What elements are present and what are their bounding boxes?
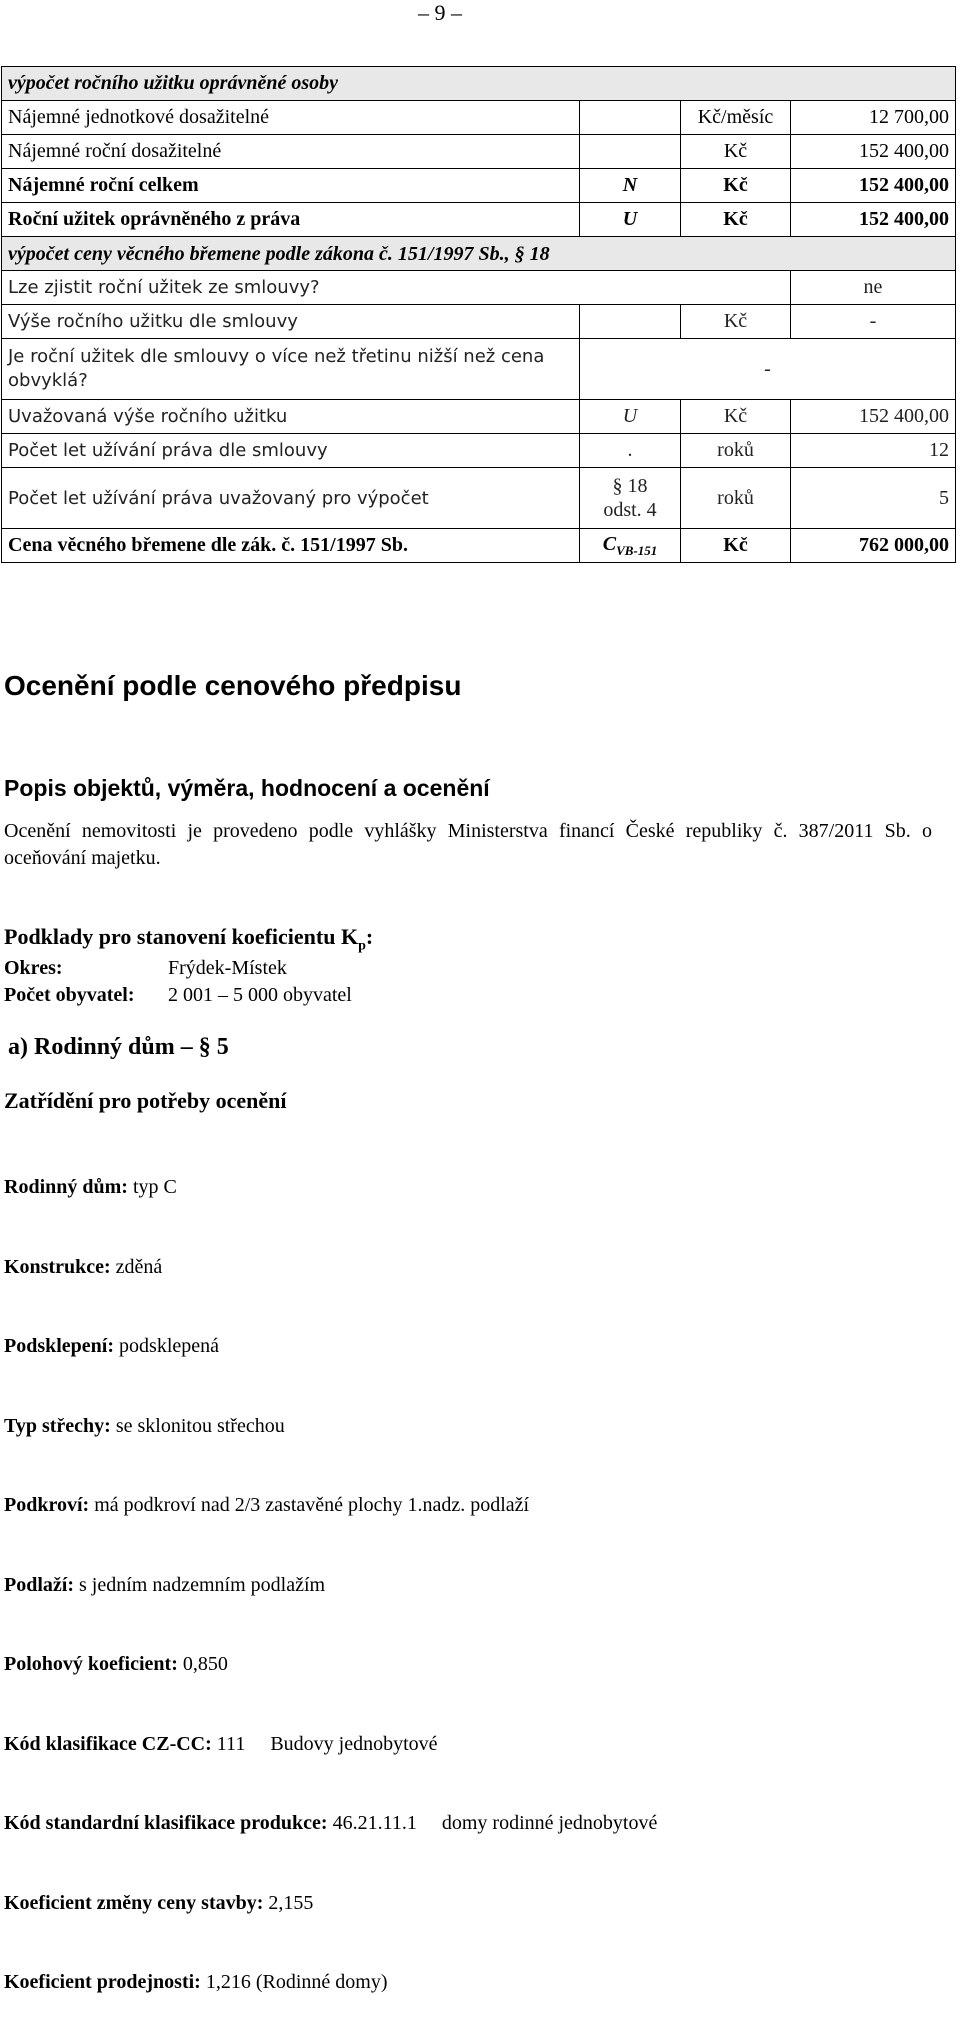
kp-subscript: p <box>358 938 366 954</box>
table-row <box>2 203 956 237</box>
property-list <box>4 1121 657 2022</box>
row-value: 5 <box>791 468 956 529</box>
property-line <box>4 1413 657 1440</box>
property-key: Podlaží: <box>4 1573 74 1596</box>
property-value: má podkroví nad 2/3 zastavěné plochy 1.nadz. podlaží <box>89 1494 530 1516</box>
property-line <box>4 1890 657 1917</box>
row-symbol <box>580 101 681 135</box>
table-row <box>2 101 956 135</box>
property-key: Typ střechy: <box>4 1414 111 1437</box>
property-value: typ C <box>127 1176 177 1198</box>
row-unit: roků <box>681 468 791 529</box>
row-label: Je roční užitek dle smlouvy o více než třetinu nižší než cena obvyklá? <box>2 339 580 400</box>
table-row <box>2 305 956 339</box>
property-value: 46.21.11.1 domy rodinné jednobytové <box>327 1812 658 1834</box>
result-symbol <box>580 529 681 563</box>
property-line <box>4 1492 657 1519</box>
table-header-1: výpočet ročního užitku oprávněné osoby <box>2 67 956 101</box>
property-value: 1,216 (Rodinné domy) <box>200 1971 388 1993</box>
property-line <box>4 1731 657 1758</box>
okres-label: Okres: <box>4 957 63 979</box>
table-header-2: výpočet ceny věcného břemene podle zákona č. 151/1997 Sb., § 18 <box>2 237 956 271</box>
property-key: Kód klasifikace CZ-CC: <box>4 1732 212 1755</box>
row-value: - <box>580 339 956 400</box>
property-key: Podkroví: <box>4 1494 90 1516</box>
property-value: s jedním nadzemním podlažím <box>74 1573 326 1596</box>
row-value: 152 400,00 <box>791 135 956 169</box>
row-label: Uvažovaná výše ročního užitku <box>2 400 580 434</box>
row-symbol <box>580 135 681 169</box>
row-unit: Kč <box>681 203 791 237</box>
property-value: 0,850 <box>177 1653 228 1675</box>
result-value: 762 000,00 <box>791 529 956 563</box>
property-value: podsklepená <box>114 1335 220 1357</box>
property-line <box>4 1174 657 1201</box>
property-key: Rodinný dům: <box>4 1176 128 1198</box>
table-header-row <box>2 67 956 101</box>
row-symbol: . <box>580 434 681 468</box>
row-symbol: N <box>580 169 681 203</box>
property-value: zděná <box>110 1255 163 1278</box>
property-line <box>4 1810 657 1837</box>
row-unit: Kč <box>681 400 791 434</box>
section-a-heading: a) Rodinný dům – § 5 <box>8 1034 229 1060</box>
result-unit: Kč <box>681 529 791 563</box>
result-symbol-main: C <box>602 532 617 555</box>
obyvatel-line <box>4 982 352 1009</box>
result-row <box>2 529 956 563</box>
property-key: Podsklepení: <box>4 1335 115 1357</box>
subsection-heading: Popis objektů, výměra, hodnocení a ocenění <box>4 775 490 801</box>
section-heading: Ocenění podle cenového předpisu <box>4 670 462 701</box>
kp-colon: : <box>365 924 374 949</box>
table-row <box>2 271 956 305</box>
property-line <box>4 1254 657 1281</box>
page-number: – 9 – <box>418 0 462 25</box>
row-label: Lze zjistit roční užitek ze smlouvy? <box>2 271 791 305</box>
row-value: 12 <box>791 434 956 468</box>
table-header-row <box>2 237 956 271</box>
row-label: Počet let užívání práva dle smlouvy <box>2 434 580 468</box>
table-row <box>2 339 956 400</box>
row-symbol <box>580 305 681 339</box>
row-label: Nájemné jednotkové dosažitelné <box>2 101 580 135</box>
property-value: 2,155 <box>263 1891 314 1914</box>
obyvatel-label: Počet obyvatel: <box>4 984 135 1006</box>
kp-heading <box>4 924 373 954</box>
okres-value: Frýdek-Místek <box>168 957 287 979</box>
row-unit: Kč <box>681 135 791 169</box>
row-value: 12 700,00 <box>791 101 956 135</box>
zatrideni-heading: Zatřídění pro potřeby ocenění <box>4 1088 287 1113</box>
table-row <box>2 400 956 434</box>
row-value: ne <box>791 271 956 305</box>
property-key: Kód standardní klasifikace produkce: <box>4 1812 328 1834</box>
table-row <box>2 169 956 203</box>
kp-title: Podklady pro stanovení koeficientu K <box>4 924 359 949</box>
valuation-paragraph: Ocenění nemovitosti je provedeno podle vyhlášky Ministerstva financí České republiky č. 387/2011 Sb. o oceňování majetku. <box>4 820 932 869</box>
table-row <box>2 434 956 468</box>
paragraph-ref: § 18 <box>612 475 648 497</box>
property-line <box>4 1969 657 1996</box>
row-value: 152 400,00 <box>791 400 956 434</box>
row-unit: Kč <box>681 305 791 339</box>
property-value: 111 Budovy jednobytové <box>211 1732 438 1755</box>
property-key: Polohový koeficient: <box>4 1653 178 1675</box>
row-label: Počet let užívání práva uvažovaný pro výpočet <box>2 468 580 529</box>
vb-calculation-table <box>1 66 956 563</box>
row-symbol: U <box>580 203 681 237</box>
row-symbol: U <box>580 400 681 434</box>
property-key: Konstrukce: <box>4 1255 111 1278</box>
row-unit: roků <box>681 434 791 468</box>
row-value: - <box>791 305 956 339</box>
row-value: 152 400,00 <box>791 169 956 203</box>
table-row <box>2 468 956 529</box>
property-line <box>4 1651 657 1678</box>
paragraph-ref-sub: odst. 4 <box>603 499 657 521</box>
property-line <box>4 1572 657 1599</box>
row-unit: Kč <box>681 169 791 203</box>
row-label: Roční užitek oprávněného z práva <box>2 203 580 237</box>
result-symbol-sub: VB-151 <box>616 542 658 558</box>
result-label: Cena věcného břemene dle zák. č. 151/1997 Sb. <box>2 529 580 563</box>
row-label: Nájemné roční celkem <box>2 169 580 203</box>
obyvatel-value: 2 001 – 5 000 obyvatel <box>168 984 352 1006</box>
okres-line <box>4 955 287 982</box>
row-symbol <box>580 468 681 529</box>
row-unit: Kč/měsíc <box>681 101 791 135</box>
property-key: Koeficient změny ceny stavby: <box>4 1891 264 1914</box>
property-key: Koeficient prodejnosti: <box>4 1971 201 1993</box>
row-label: Výše ročního užitku dle smlouvy <box>2 305 580 339</box>
property-line <box>4 1333 657 1360</box>
row-value: 152 400,00 <box>791 203 956 237</box>
row-label: Nájemné roční dosažitelné <box>2 135 580 169</box>
table-row <box>2 135 956 169</box>
property-value: se sklonitou střechou <box>110 1414 285 1437</box>
